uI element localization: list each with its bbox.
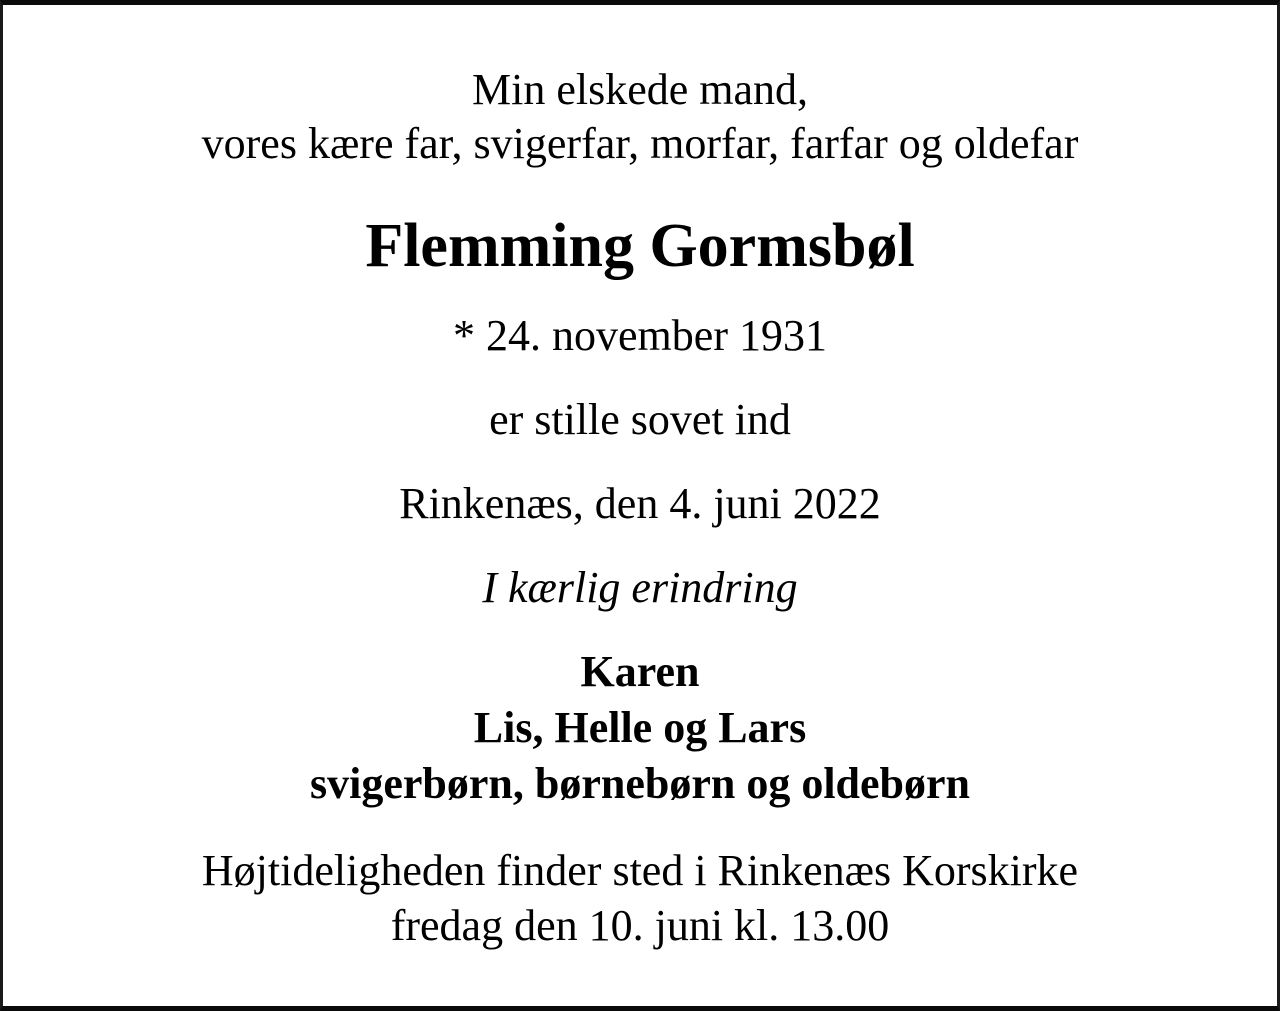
mourners-line-1: Karen [580, 647, 700, 696]
announcement-content [3, 5, 1277, 953]
place-and-date: Rinkenæs, den 4. juni 2022 [399, 479, 881, 528]
ceremony-line-1: Højtideligheden finder sted i Rinkenæs Korskirke [201, 846, 1079, 895]
intro-line-2: vores kære far, svigerfar, morfar, farfar og oldefar [201, 119, 1079, 168]
deceased-name: Flemming Gormsbøl [365, 212, 915, 280]
ceremony-block [3, 843, 1277, 953]
mourners-line-2: Lis, Helle og Lars [473, 703, 807, 752]
mourners-block [3, 644, 1277, 812]
intro-block [3, 63, 1277, 171]
birth-date: * 24. november 1931 [453, 311, 827, 360]
intro-line-1: Min elskede mand, [471, 65, 809, 114]
death-phrase: er stille sovet ind [489, 395, 791, 444]
mourners-line-3: svigerbørn, børnebørn og oldebørn [309, 759, 971, 808]
memorial-phrase: I kærlig erindring [482, 563, 798, 612]
ceremony-line-2: fredag den 10. juni kl. 13.00 [390, 901, 890, 950]
